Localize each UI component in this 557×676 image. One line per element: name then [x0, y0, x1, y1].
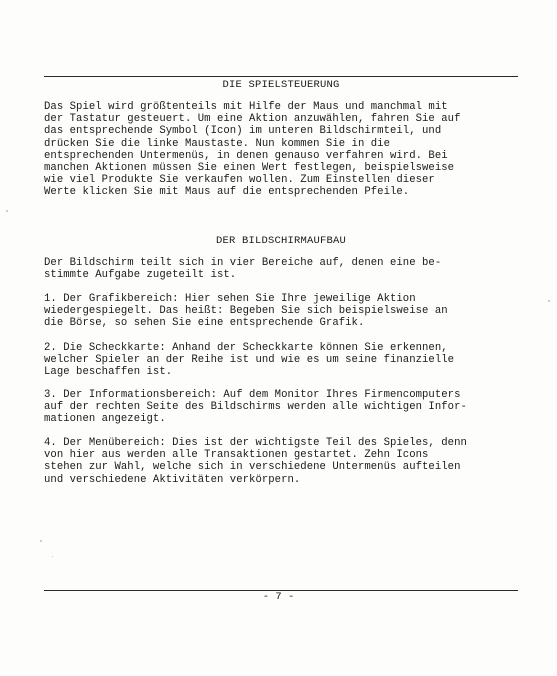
scan-speck [52, 556, 53, 557]
page-number: - 7 - [262, 591, 295, 603]
scan-speck [40, 540, 42, 542]
layout-item-menu-area: 4. Der Menübereich: Dies ist der wichtigste Teil des Spieles, denn von hier aus werden alle Transaktionen gestartet. Zehn Icons stehen zur Wahl, welche sich in verschiedene Untermenüs aufteilen und verschiedene Aktivitäten verkörpern. [44, 437, 467, 486]
section-heading-controls: DIE SPIELSTEUERUNG [222, 79, 340, 91]
section-heading-layout: DER BILDSCHIRMAUFBAU [215, 235, 347, 247]
layout-intro-paragraph: Der Bildschirm teilt sich in vier Bereiche auf, denen eine be- stimmte Aufgabe zugeteilt ist. [44, 257, 442, 282]
top-rule [44, 76, 518, 77]
layout-item-graphics-area: 1. Der Grafikbereich: Hier sehen Sie Ihre jeweilige Aktion wiedergespiegelt. Das heißt: Begeben Sie sich beispielsweise an die Börse, so sehen Sie eine entsprechende Grafik. [44, 293, 448, 330]
controls-paragraph: Das Spiel wird größtenteils mit Hilfe der Maus und manchmal mit der Tastatur gesteuert. Um eine Aktion anzuwählen, fahren Sie auf das entsprechende Symbol (Icon) im unteren Bildschirmteil, und drücken Sie die linke Maustaste. Nun kommen Sie in die entsprechenden Untermenüs, in denen genauso verfahren wird. Bei manchen Aktionen müssen Sie einen Wert festlegen, beispielsweise wie viel Produkte Sie verkaufen wollen. Zum Einstellen dieser Werte klicken Sie mit Maus auf die entsprechenden Pfeile. [44, 101, 461, 199]
layout-item-information-area: 3. Der Informationsbereich: Auf dem Monitor Ihres Firmencomputers auf der rechten Seite des Bildschirms werden alle wichtigen Infor- mationen angezeigt. [44, 389, 467, 426]
layout-item-check-card: 2. Die Scheckkarte: Anhand der Scheckkarte können Sie erkennen, welcher Spieler an der Reihe ist und wie es um seine finanzielle Lage beschaffen ist. [44, 342, 455, 379]
scan-speck [6, 210, 8, 212]
scan-speck [548, 300, 550, 302]
